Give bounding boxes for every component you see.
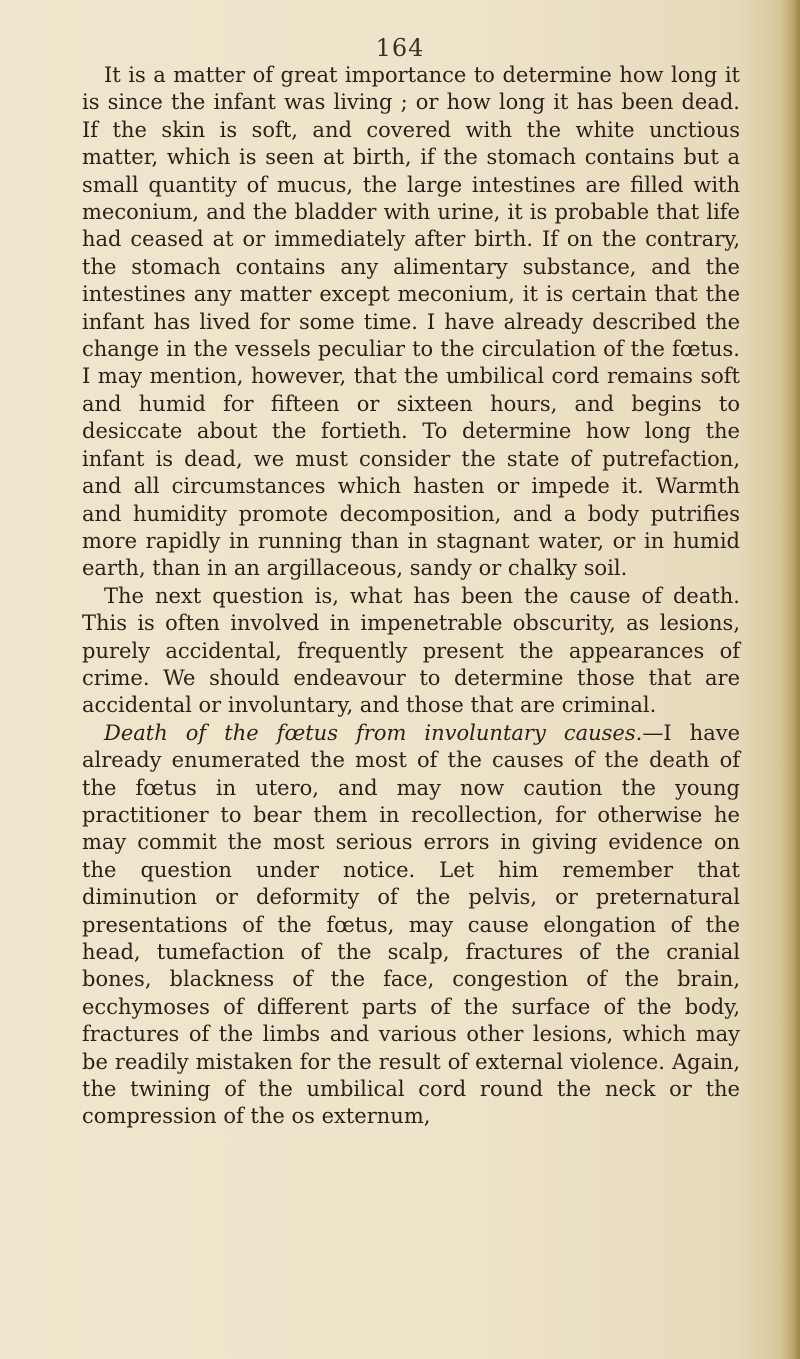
- paragraph-2-text: The next question is, what has been the cause of death. This is often involved in impenetrable obscurity, as lesions, purely accidental, frequently present the appearances of crime. We should endeavour to determine those that are accidental or involuntary, and those that are criminal.: [82, 583, 740, 718]
- paragraph-1: [82, 62, 740, 583]
- body-text: [82, 62, 740, 1131]
- paragraph-3-text: —I have already enumerated the most of the causes of the death of the fœtus in utero, and may now caution the young practitioner to bear them in recollection, for otherwise he may commit the most serious errors in giving evidence on the question under notice. Let him remember that diminution or deformity of the pelvis, or preternatural presentations of the fœtus, may cause elongation of the head, tumefaction of the scalp, fractures of the cranial bones, blackness of the face, congestion of the brain, ecchymoses of different parts of the surface of the body, fractures of the limbs and various other lesions, which may be readily mistaken for the result of external violence. Again, the twining of the umbilical cord round the neck or the compression of the os externum,: [82, 720, 741, 1129]
- section-heading: Death of the fœtus from involuntary causes.: [104, 720, 643, 745]
- page-edge-shadow: [782, 0, 800, 1359]
- paragraph-3: [82, 720, 740, 1131]
- paragraph-1-text: It is a matter of great importance to determine how long it is since the infant was living ; or how long it has been dead. If the skin is soft, and covered with the white unctious matter, which is seen at birth, if the stomach contains but a small quantity of mucus, the large intestines are filled with meconium, and the bladder with urine, it is probable that life had ceased at or immediately after birth. If on the contrary, the stomach contains any alimentary substance, and the intestines any matter except meconium, it is certain that the infant has lived for some time. I have already described the change in the vessels peculiar to the circulation of the fœtus. I may mention, however, that the umbilical cord remains soft and humid for fifteen or sixteen hours, and begins to desiccate about the fortieth. To determine how long the infant is dead, we must consider the state of putrefaction, and all circumstances which hasten or impede it. Warmth and humidity promote decomposition, and a body putrifies more rapidly in running than in stagnant water, or in humid earth, than in an argillaceous, sandy or chalky soil.: [82, 63, 740, 581]
- page-number: 164: [375, 34, 425, 62]
- paragraph-2: [82, 583, 740, 720]
